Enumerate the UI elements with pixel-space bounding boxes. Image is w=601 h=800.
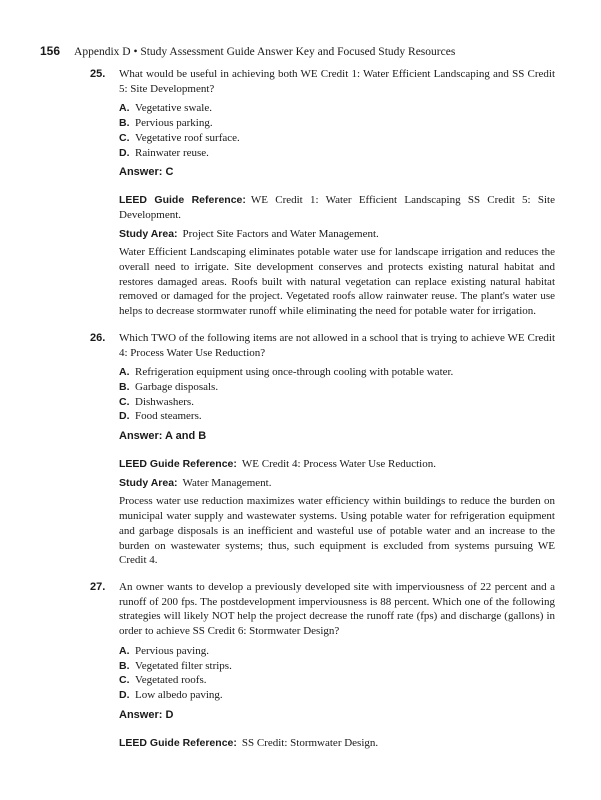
question-stem [90, 67, 555, 96]
explanation-paragraph: Process water use reduction maximizes water efficiency within buildings to reduce the burden on municipal water supply and wastewater systems. Using potable water for refrigeration equipment and garbage disposals is an inefficient and wasteful use of potable water and an increase to the burden on wastewater systems; thus, such equipment is excluded from systems pursuing WE Credit 4. [119, 495, 555, 567]
answer-choice [119, 688, 555, 703]
question-number: 27. [90, 580, 106, 593]
study-area-label: Study Area: [119, 476, 178, 489]
question-block [90, 67, 555, 319]
choice-text: Vegetative swale. [135, 102, 212, 115]
question-list [90, 67, 555, 762]
answer-choices [119, 365, 555, 424]
leed-guide-reference [119, 457, 555, 472]
study-area-text: Water Management. [182, 476, 272, 489]
question-body [90, 365, 555, 568]
choice-text: Vegetated filter strips. [135, 659, 232, 672]
choice-text: Garbage disposals. [135, 380, 219, 393]
choice-text: Refrigeration equipment using once-through cooling with potable water. [135, 366, 454, 379]
choice-letter: D. [119, 146, 130, 159]
choice-text: Rainwater reuse. [135, 146, 209, 159]
answer-choices [119, 101, 555, 160]
page-number: 156 [40, 44, 61, 58]
answer-choice [119, 644, 555, 659]
choice-letter: C. [119, 395, 130, 408]
choice-letter: C. [119, 674, 130, 687]
answer-choice [119, 365, 555, 380]
reference-text: WE Credit 1: Water Efficient Landscaping SS Credit 5: Site Development. [119, 194, 555, 221]
question-stem [90, 331, 555, 360]
running-title: Appendix D • Study Assessment Guide Answer Key and Focused Study Resources [74, 46, 456, 58]
explanation-paragraph: Water Efficient Landscaping eliminates potable water use for landscape irrigation and reduces the overall need to irrigate. Site development conserves and protects existing natural habitat and restores damaged areas. Roofs built with natural vegetation can replace existing natural habitat removed or damaged for the project. Vegetated roofs allow rainwater reuse. The plant's water use helps to decrease stormwater runoff while eliminating the need for potable water for irrigation. [119, 246, 555, 318]
choice-letter: B. [119, 380, 130, 393]
choice-letter: A. [119, 644, 130, 657]
question-block [90, 580, 555, 750]
study-area [119, 227, 555, 242]
question-text: An owner wants to develop a previously developed site with imperviousness of 22 percent and a runoff of 200 fps. The postdevelopment imperviousness is 88 percent. Which one of the following strategies will likely NOT help the project decrease the runoff rate (fps) and discharge (gallons) in order to achieve SS Credit 6: Stormwater Design? [119, 580, 555, 638]
choice-letter: B. [119, 117, 130, 130]
choice-text: Vegetated roofs. [135, 674, 207, 687]
question-body [90, 644, 555, 751]
choice-letter: B. [119, 659, 130, 672]
running-header [40, 44, 561, 59]
answer-choice [119, 131, 555, 146]
answer-choice [119, 146, 555, 161]
answer-choice [119, 659, 555, 674]
answer-choice [119, 116, 555, 131]
choice-letter: A. [119, 102, 130, 115]
choice-text: Dishwashers. [135, 395, 194, 408]
reference-text: SS Credit: Stormwater Design. [241, 736, 379, 749]
correct-answer: Answer: D [119, 708, 174, 721]
choice-text: Vegetative roof surface. [135, 131, 240, 144]
question-number: 26. [90, 331, 106, 344]
choice-text: Food steamers. [135, 410, 202, 423]
reference-label: LEED Guide Reference: [119, 736, 237, 749]
question-stem [90, 580, 555, 639]
question-number: 25. [90, 68, 106, 80]
leed-guide-reference [119, 736, 555, 751]
correct-answer: Answer: C [119, 166, 174, 179]
answer-choice [119, 395, 555, 410]
choice-letter: D. [119, 410, 130, 423]
reference-label: LEED Guide Reference: [119, 194, 246, 207]
answer-choice [119, 101, 555, 116]
answer-choice [119, 673, 555, 688]
answer-choice [119, 409, 555, 424]
question-block [90, 331, 555, 568]
study-area [119, 476, 555, 491]
choice-text: Pervious paving. [135, 644, 209, 657]
choice-letter: C. [119, 131, 130, 144]
choice-letter: D. [119, 688, 130, 701]
study-area-text: Project Site Factors and Water Management. [182, 227, 379, 240]
answer-choice [119, 380, 555, 395]
choice-text: Pervious parking. [135, 117, 213, 130]
choice-letter: A. [119, 366, 130, 379]
question-text: Which TWO of the following items are not allowed in a school that is trying to achieve WE Credit 4: Process Water Use Reduction? [119, 331, 555, 359]
leed-guide-reference [119, 193, 555, 222]
reference-text: WE Credit 4: Process Water Use Reduction. [241, 458, 436, 471]
correct-answer: Answer: A and B [119, 430, 207, 443]
answer-choices [119, 644, 555, 703]
reference-label: LEED Guide Reference: [119, 458, 237, 471]
study-area-label: Study Area: [119, 227, 178, 240]
question-text: What would be useful in achieving both WE Credit 1: Water Efficient Landscaping and SS Credit 5: Site Development? [119, 68, 555, 95]
question-body [90, 101, 555, 318]
choice-text: Low albedo paving. [135, 688, 223, 701]
